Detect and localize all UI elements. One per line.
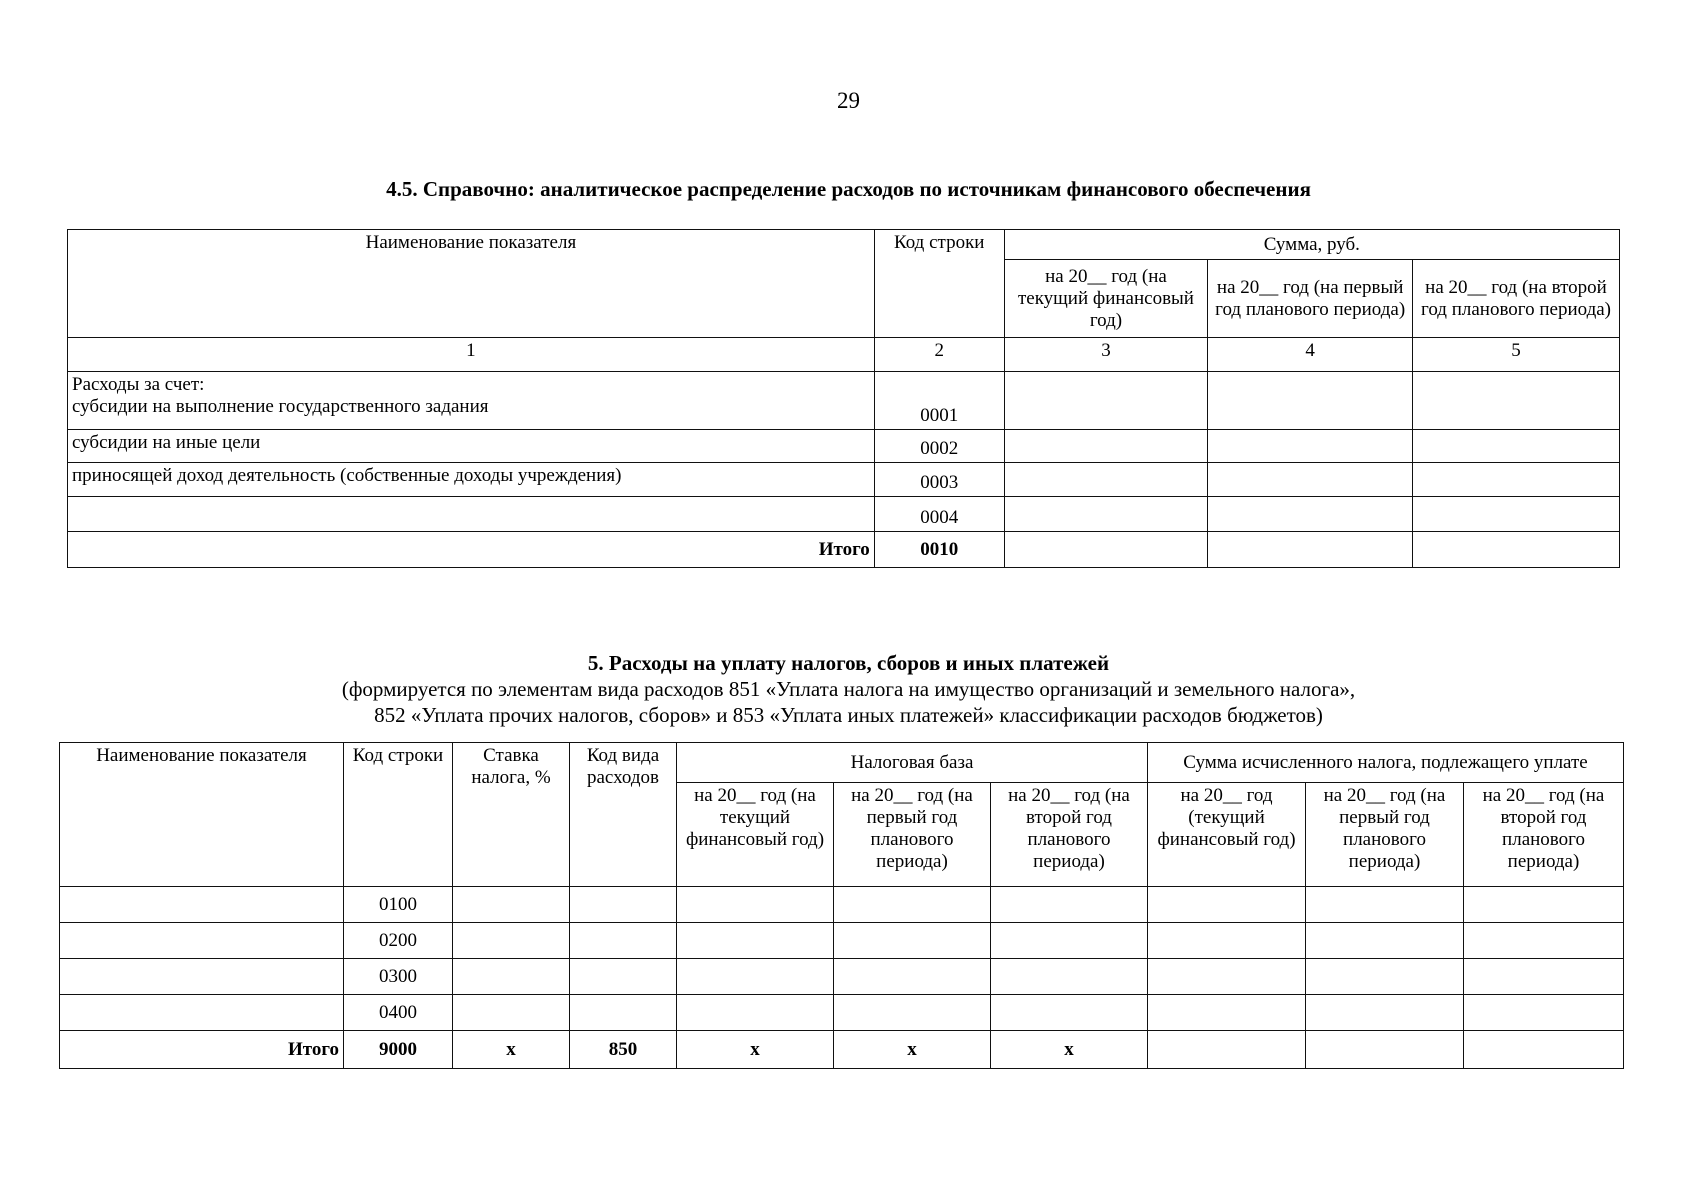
cell-empty (1306, 1031, 1464, 1069)
cell-empty (1413, 532, 1620, 568)
cell-empty (1464, 995, 1624, 1031)
row-code: 0100 (344, 887, 453, 923)
total-base-year-second: х (991, 1031, 1148, 1069)
table-row (68, 372, 1620, 430)
header-year-first: на 20__ год (на первый год планового периода) (1208, 260, 1413, 338)
row-name-text: субсидии на выполнение государственного задания (72, 396, 489, 417)
total-label: Итого (68, 532, 875, 568)
section-4-5-title: 4.5. Справочно: аналитическое распределение расходов по источникам финансового обеспечения (386, 177, 1311, 201)
cell-empty (677, 923, 834, 959)
cell-empty (1004, 430, 1208, 463)
cell-empty (453, 923, 570, 959)
header-tax-year-current: на 20__ год (текущий финансовый год) (1148, 783, 1306, 887)
row-code: 0002 (874, 430, 1004, 463)
cell-empty (1464, 923, 1624, 959)
table-row (68, 497, 1620, 532)
total-base-year-current: х (677, 1031, 834, 1069)
cell-empty (1464, 959, 1624, 995)
page-number: 29 (837, 88, 860, 113)
col-number: 3 (1004, 338, 1208, 372)
table-row (60, 959, 1624, 995)
cell-empty (834, 887, 991, 923)
cell-empty (1148, 887, 1306, 923)
row-code: 0001 (874, 372, 1004, 430)
row-code: 0300 (344, 959, 453, 995)
cell-empty (570, 887, 677, 923)
cell-empty (1464, 1031, 1624, 1069)
cell-empty (677, 959, 834, 995)
total-kvr: 850 (570, 1031, 677, 1069)
cell-empty (570, 995, 677, 1031)
cell-empty (834, 995, 991, 1031)
header-rate: Ставка налога, % (453, 743, 570, 887)
row-code: 0003 (874, 463, 1004, 497)
total-label: Итого (60, 1031, 344, 1069)
row-name: приносящей доход деятельность (собственные доходы учреждения) (68, 463, 875, 497)
cell-empty (1306, 959, 1464, 995)
taxes-table (59, 742, 1624, 1069)
table-row (60, 887, 1624, 923)
sources-distribution-table (67, 229, 1620, 568)
section-5-title: 5. Расходы на уплату налогов, сборов и иных платежей (587, 651, 1110, 675)
cell-empty (1148, 1031, 1306, 1069)
cell-empty (453, 959, 570, 995)
section-5-subtitle-line2: 852 «Уплата прочих налогов, сборов» и 853 «Уплата иных платежей» классификации расходов бюджетов) (374, 703, 1323, 727)
cell-empty (1208, 430, 1413, 463)
cell-empty (991, 923, 1148, 959)
header-tax-year-first: на 20__ год (на первый год планового периода) (1306, 783, 1464, 887)
header-base-year-second: на 20__ год (на второй год планового периода) (991, 783, 1148, 887)
row-code: 0004 (874, 497, 1004, 532)
cell-empty (453, 995, 570, 1031)
total-code: 9000 (344, 1031, 453, 1069)
cell-empty (991, 959, 1148, 995)
cell-empty (1004, 463, 1208, 497)
total-row (60, 1031, 1624, 1069)
cell-empty (570, 923, 677, 959)
cell-empty (1413, 497, 1620, 532)
header-sum: Сумма, руб. (1004, 230, 1619, 260)
row-name (68, 497, 875, 532)
row-name (60, 923, 344, 959)
header-year-second: на 20__ год (на второй год планового периода) (1413, 260, 1620, 338)
cell-empty (1306, 923, 1464, 959)
cell-empty (834, 959, 991, 995)
cell-empty (453, 887, 570, 923)
total-base-year-first: х (834, 1031, 991, 1069)
total-code: 0010 (874, 532, 1004, 568)
cell-empty (1413, 430, 1620, 463)
row-code: 0200 (344, 923, 453, 959)
cell-empty (1004, 532, 1208, 568)
cell-empty (1413, 463, 1620, 497)
cell-empty (570, 959, 677, 995)
row-name (68, 372, 875, 430)
row-code: 0400 (344, 995, 453, 1031)
col-number: 1 (68, 338, 875, 372)
row-name (60, 959, 344, 995)
cell-empty (677, 995, 834, 1031)
col-number: 4 (1208, 338, 1413, 372)
cell-empty (1148, 923, 1306, 959)
cell-empty (834, 923, 991, 959)
section-5-subtitle-line1: (формируется по элементам вида расходов 851 «Уплата налога на имущество организаций и земельного налога», (341, 677, 1356, 701)
table-row (60, 995, 1624, 1031)
cell-empty (1148, 959, 1306, 995)
header-tax-year-second: на 20__ год (на второй год планового периода) (1464, 783, 1624, 887)
cell-empty (991, 995, 1148, 1031)
header-code: Код строки (344, 743, 453, 887)
cell-empty (1208, 532, 1413, 568)
header-code: Код строки (874, 230, 1004, 338)
header-kvr: Код вида расходов (570, 743, 677, 887)
cell-empty (1148, 995, 1306, 1031)
total-row (68, 532, 1620, 568)
cell-empty (1306, 887, 1464, 923)
col-number: 2 (874, 338, 1004, 372)
row-name: субсидии на иные цели (68, 430, 875, 463)
header-name: Наименование показателя (68, 230, 875, 338)
cell-empty (1208, 497, 1413, 532)
header-name: Наименование показателя (60, 743, 344, 887)
header-tax-amount: Сумма исчисленного налога, подлежащего уплате (1148, 743, 1624, 783)
header-base-year-current: на 20__ год (на текущий финансовый год) (677, 783, 834, 887)
row-name (60, 995, 344, 1031)
cell-empty (1004, 497, 1208, 532)
table-row (68, 463, 1620, 497)
cell-empty (1413, 372, 1620, 430)
cell-empty (1208, 463, 1413, 497)
total-rate: х (453, 1031, 570, 1069)
cell-empty (677, 887, 834, 923)
cell-empty (1004, 372, 1208, 430)
table-row (68, 430, 1620, 463)
table-row (60, 923, 1624, 959)
cell-empty (1306, 995, 1464, 1031)
header-tax-base: Налоговая база (677, 743, 1148, 783)
header-year-current: на 20__ год (на текущий финансовый год) (1004, 260, 1208, 338)
cell-empty (1208, 372, 1413, 430)
col-number: 5 (1413, 338, 1620, 372)
cell-empty (1464, 887, 1624, 923)
header-base-year-first: на 20__ год (на первый год планового периода) (834, 783, 991, 887)
row-name (60, 887, 344, 923)
cell-empty (991, 887, 1148, 923)
row-name-prefix: Расходы за счет: (72, 374, 205, 395)
